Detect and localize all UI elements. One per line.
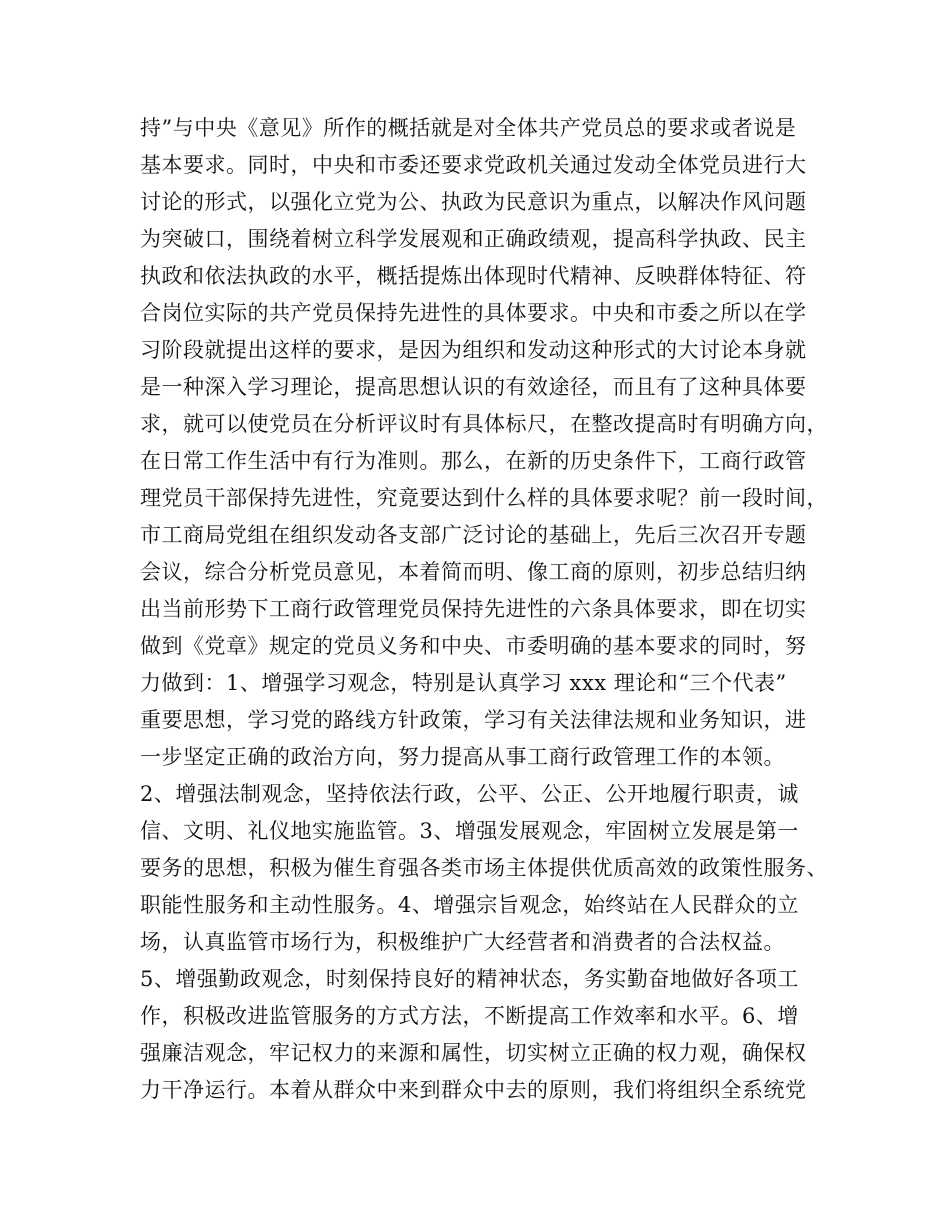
- text-line: 2、增强法制观念，坚持依法行政，公平、公正、公开地履行职责，诚: [140, 782, 799, 806]
- text-line: 市工商局党组在组织发动各支部广泛讨论的基础上，先后三次召开专题: [140, 523, 807, 547]
- text-line: 5、增强勤政观念，时刻保持良好的精神状态，务实勤奋地做好各项工: [140, 967, 799, 991]
- text-line: 讨论的形式，以强化立党为公、执政为民意识为重点，以解决作风问题: [140, 190, 807, 214]
- text-line: 合岗位实际的共产党员保持先进性的具体要求。中央和市委之所以在学: [140, 301, 807, 325]
- text-line: 习阶段就提出这样的要求，是因为组织和发动这种形式的大讨论本身就: [140, 338, 807, 362]
- text-line: 要务的思想，积极为催生育强各类市场主体提供优质高效的政策性服务、: [140, 856, 828, 880]
- text-line: 重要思想，学习党的路线方针政策，学习有关法律法规和业务知识，进: [140, 708, 807, 732]
- text-line: 是一种深入学习理论，提高思想认识的有效途径，而且有了这种具体要: [140, 375, 807, 399]
- text-line: 一步坚定正确的政治方向，努力提高从事工商行政管理工作的本领。: [140, 745, 785, 769]
- text-line: 理党员干部保持先进性，究竟要达到什么样的具体要求呢？前一段时间，: [140, 486, 828, 510]
- text-line: 力做到：1、增强学习观念，特别是认真学习 xxx 理论和“三个代表”: [140, 671, 787, 695]
- text-line: 信、文明、礼仪地实施监管。3、增强发展观念，牢固树立发展是第一: [140, 819, 799, 843]
- text-line: 强廉洁观念，牢记权力的来源和属性，切实树立正确的权力观，确保权: [140, 1041, 807, 1065]
- text-line: 基本要求。同时，中央和市委还要求党政机关通过发动全体党员进行大: [140, 153, 807, 177]
- text-line: 为突破口，围绕着树立科学发展观和正确政绩观，提高科学执政、民主: [140, 227, 807, 251]
- text-line: 在日常工作生活中有行为准则。那么，在新的历史条件下，工商行政管: [140, 449, 807, 473]
- text-line: 场，认真监管市场行为，积极维护广大经营者和消费者的合法权益。: [140, 930, 785, 954]
- text-line: 出当前形势下工商行政管理党员保持先进性的六条具体要求，即在切实: [140, 597, 807, 621]
- body-text: [140, 110, 830, 1109]
- text-line: 执政和依法执政的水平，概括提炼出体现时代精神、反映群体特征、符: [140, 264, 807, 288]
- text-line: 力干净运行。本着从群众中来到群众中去的原则，我们将组织全系统党: [140, 1078, 807, 1102]
- text-line: 会议，综合分析党员意见，本着简而明、像工商的原则，初步总结归纳: [140, 560, 807, 584]
- text-line: 作，积极改进监管服务的方式方法，不断提高工作效率和水平。6、增: [140, 1004, 799, 1028]
- text-line: 职能性服务和主动性服务。4、增强宗旨观念，始终站在人民群众的立: [140, 893, 799, 917]
- text-line: 持”与中央《意见》所作的概括就是对全体共产党员总的要求或者说是: [140, 116, 797, 140]
- text-line: 做到《党章》规定的党员义务和中央、市委明确的基本要求的同时，努: [140, 634, 807, 658]
- text-line: 求，就可以使党员在分析评议时有具体标尺，在整改提高时有明确方向，: [140, 412, 828, 436]
